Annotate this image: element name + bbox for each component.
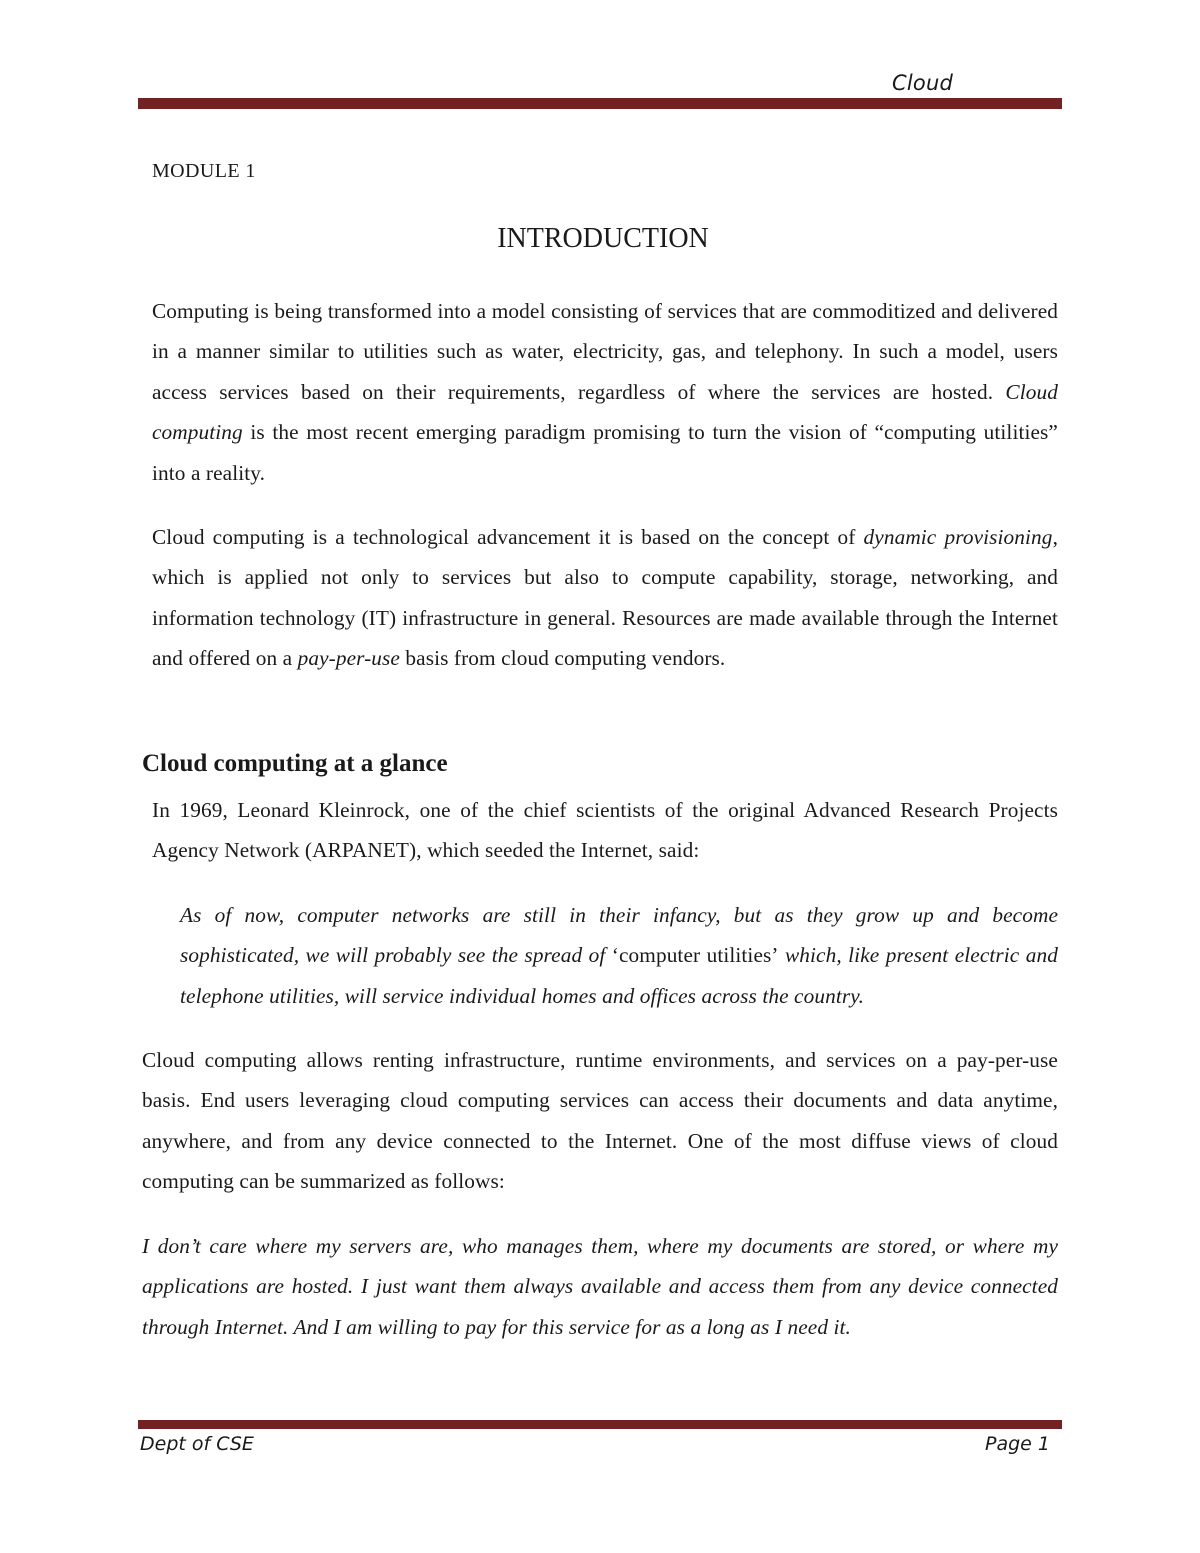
emphasis-dynamic-provisioning: dynamic provisioning bbox=[863, 525, 1053, 549]
emphasis-cloud-computing: Cloud computing bbox=[152, 379, 1058, 445]
text-run: basis from cloud computing vendors. bbox=[399, 646, 726, 671]
text-run: , which is applied not only to services but also to compute capability, storage, networking, and information technology (IT) infrastructure in general. Resources are made available through the Internet and offered on a bbox=[152, 525, 1058, 671]
provisioning-paragraph bbox=[152, 517, 1058, 679]
section-heading: Cloud computing at a glance bbox=[142, 750, 448, 777]
user-view-quote: I don’t care where my servers are, who manages them, where my documents are stored, or where my applications are hosted. I just want them always available and access them from any device connected through Internet. And I am willing to pay for this service for as a long as I need it. bbox=[142, 1234, 1058, 1339]
text-run: Cloud computing is a technological advancement it is based on the concept of bbox=[152, 525, 864, 549]
text-run: which, like present electric and telephone utilities, will service individual homes and offices across the country. bbox=[180, 943, 1058, 1008]
renting-paragraph: Cloud computing allows renting infrastructure, runtime environments, and services on a pay-per-use basis. End users leveraging cloud computing services can access their documents and data anytime, anywhere, and from any device connected to the Internet. One of the most diffuse views of cloud computing can be summarized as follows: bbox=[142, 1048, 1058, 1194]
text-run: is the most recent emerging paradigm promising to turn the vision of “computing utilities” into a reality. bbox=[152, 420, 1058, 485]
intro-paragraph bbox=[152, 291, 1058, 493]
module-label: MODULE 1 bbox=[152, 160, 256, 182]
running-header: Cloud bbox=[892, 71, 953, 95]
page-title: INTRODUCTION bbox=[497, 223, 709, 254]
footer-dept: Dept of CSE bbox=[140, 1433, 254, 1455]
text-run: Computing is being transformed into a model consisting of services that are commoditized and delivered in a manner similar to utilities such as water, electricity, gas, and telephony. In such a model, users access services based on their requirements, regardless of where the services are hosted. bbox=[152, 299, 1058, 404]
text-run: As of now, computer networks are still in their infancy, but as they grow up and become sophisticated, we will probably see the spread of bbox=[180, 903, 1058, 968]
kleinrock-paragraph: In 1969, Leonard Kleinrock, one of the chief scientists of the original Advanced Research Projects Agency Network (ARPANET), which seeded the Internet, said: bbox=[152, 798, 1058, 863]
footer-page-number: Page 1 bbox=[985, 1433, 1050, 1455]
emphasis-pay-per-use: pay-per-use bbox=[297, 646, 400, 671]
header-rule bbox=[138, 98, 1062, 109]
kleinrock-quote bbox=[180, 895, 1058, 1016]
text-run-plain: ‘computer utilities’ bbox=[611, 943, 779, 968]
footer-rule bbox=[138, 1420, 1062, 1429]
